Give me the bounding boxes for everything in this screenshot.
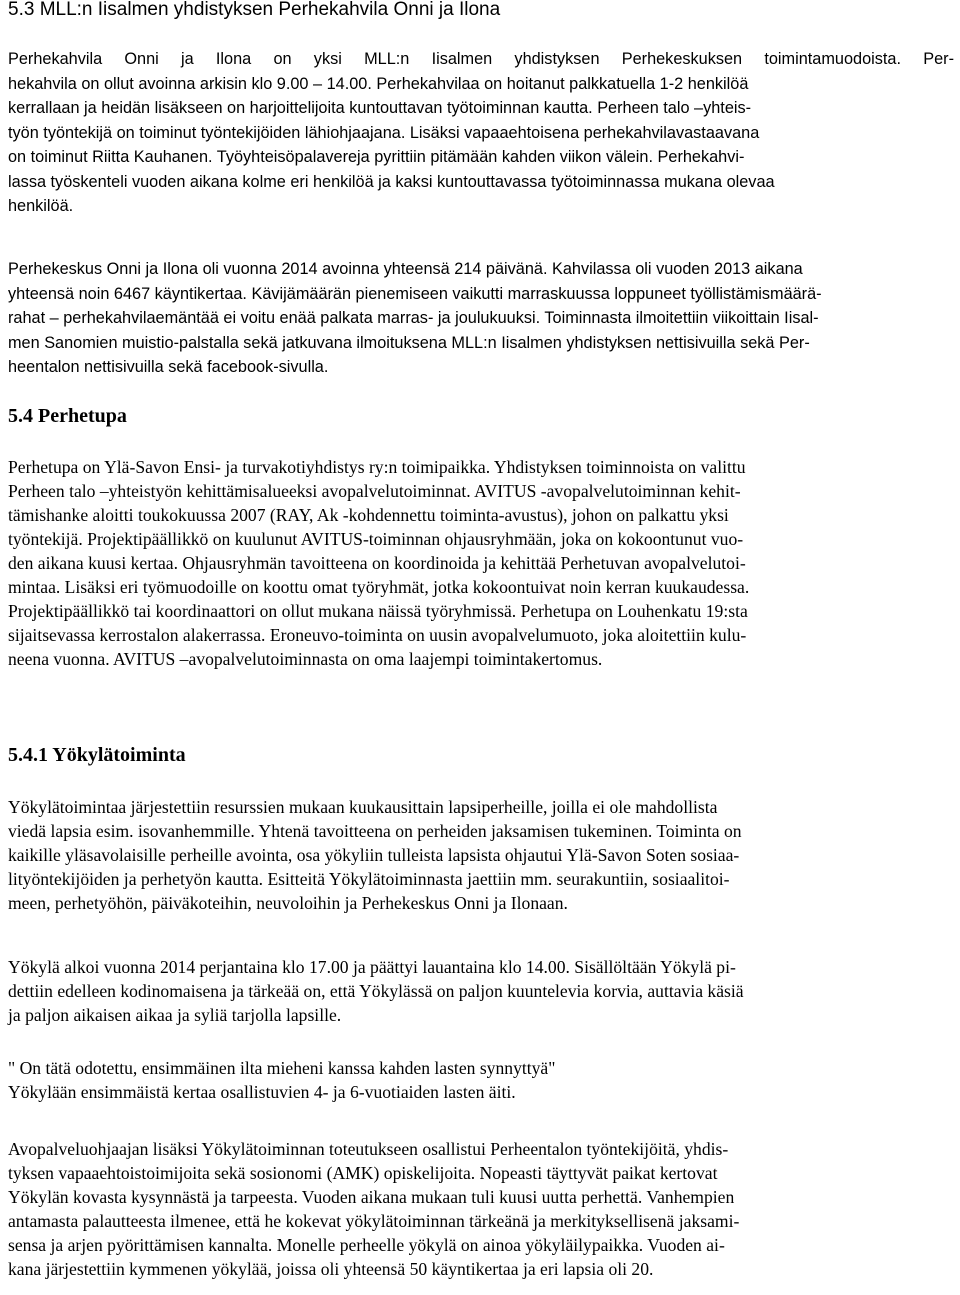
text-line: den aikana kuusi kertaa. Ohjausryhmän tavoitteena on koordinoida ja kehittää Perhetuvan avopalvelutoi- (8, 553, 746, 573)
text-line: Yökylä alkoi vuonna 2014 perjantaina klo 17.00 ja päättyi lauantaina klo 14.00. Sisällöltään Yökylä pi- (8, 957, 736, 977)
text-line: Avopalveluohjaajan lisäksi Yökylätoiminnan toteutukseen osallistui Perheentalon työntekijöitä, yhdis- (8, 1139, 729, 1159)
text-line: mintaa. Lisäksi eri työmuodoille on koottu omat työryhmät, jotka kokoontuivat noin kerran kuukaudessa. (8, 577, 750, 597)
text-line: henkilöä. (8, 197, 74, 215)
text-line: lassa työskenteli vuoden aikana kolme eri henkilöä ja kaksi kuntouttavassa työtoiminnassa mukana olevaa (8, 172, 775, 191)
text-line: Yökylätoimintaa järjestettiin resurssien mukaan kuukausittain lapsiperheille, joilla ei ole mahdollista (8, 797, 718, 817)
paragraph-quote (8, 1056, 954, 1104)
text-line: yhteensä noin 6467 käyntikertaa. Kävijämäärän pienemiseen vaikutti marraskuussa loppuneet työllistämismäärä- (8, 284, 822, 303)
text-line: lityöntekijöiden ja perhetyön kautta. Esitteitä Yökylätoiminnasta jaettiin mm. seurakuntiin, sosiaalitoi- (8, 869, 730, 889)
text-line: kaikille yläsavolaisille perheille avointa, osa yökyliin tulleista lapsista ohjautui Ylä-Savon Soten sosiaa- (8, 845, 740, 865)
text-line: työntekijä. Projektipäällikkö on kuulunut AVITUS-toiminnan ohjausryhmään, joka on kokoontunut vuo- (8, 529, 744, 549)
paragraph-yokyla-staff (8, 1137, 954, 1281)
section-heading-5-3: 5.3 MLL:n Iisalmen yhdistyksen Perhekahvila Onni ja Ilona (8, 0, 501, 20)
text-line: rahat – perhekahvilaemäntää ei voitu enää palkata marras- ja joulukuuksi. Toiminnasta ilmoitettiin viikoittain Iisal- (8, 309, 819, 327)
text-line: sensa ja arjen pyörittämisen kannalta. Monelle perheelle yökylä on ainoa yökyläilypaikka. Vuoden ai- (8, 1235, 725, 1255)
section-heading-5-4: 5.4 Perhetupa (8, 405, 127, 427)
text-line: neena vuonna. AVITUS –avopalvelutoiminnasta on oma laajempi toimintakertomus. (8, 649, 603, 669)
section-heading-5-4-1: 5.4.1 Yökylätoiminta (8, 744, 186, 766)
text-line: on toiminut Riitta Kauhanen. Työyhteisöpalavereja pyrittiin pitämään kahden viikon välein. Perhekahvi- (8, 148, 745, 166)
paragraph-yokyla-intro (8, 795, 954, 915)
text-line: Projektipäällikkö tai koordinaattori on ollut mukana näissä työryhmissä. Perhetupa on Louhenkatu 19:sta (8, 601, 748, 621)
text-line: Perhekahvila Onni ja Ilona on yksi MLL:n Iisalmen yhdistyksen Perhekeskuksen toimintamuodoista. Per- (8, 50, 954, 68)
text-line: men Sanomien muistio-palstalla sekä jatkuvana ilmoituksena MLL:n Iisalmen yhdistyksen nettisivuilla sekä Per- (8, 333, 810, 352)
text-line: tämishanke aloitti toukokuussa 2007 (RAY, Ak -kohdennettu toiminta-avustus), johon on palkattu yksi (8, 505, 729, 525)
text-line: antamasta palautteesta ilmenee, että he kokevat yökylätoiminnan tärkeänä ja merkityksellisenä jaksami- (8, 1211, 740, 1231)
quote-attribution: Yökylään ensimmäistä kertaa osallistuvien 4- ja 6-vuotiaiden lasten äiti. (8, 1082, 516, 1102)
paragraph-perhekeskus-stats (8, 257, 954, 380)
quote-line: " On tätä odotettu, ensimmäinen ilta mieheni kanssa kahden lasten synnyttyä" (8, 1058, 556, 1078)
text-line: sijaitsevassa kerrostalon alakerrassa. Eroneuvo-toiminta on uusin avopalvelumuoto, joka aloitettiin kulu- (8, 625, 747, 645)
text-line: kana järjestettiin kymmenen yökylää, joissa oli yhteensä 50 käyntikertaa ja eri lapsia oli 20. (8, 1259, 654, 1279)
text-line: hekahvila on ollut avoinna arkisin klo 9.00 – 14.00. Perhekahvilaa on hoitanut palkkatuella 1-2 henkilöä (8, 74, 749, 93)
paragraph-perhetupa (8, 455, 954, 671)
text-line: tyksen vapaaehtoistoimijoita sekä sosionomi (AMK) opiskelijoita. Nopeasti täyttyvät paikat kertovat (8, 1163, 718, 1183)
text-line: meen, perhetyöhön, päiväkoteihin, neuvoloihin ja Perhekeskus Onni ja Ilonaan. (8, 893, 568, 913)
text-line: Perhetupa on Ylä-Savon Ensi- ja turvakotiyhdistys ry:n toimipaikka. Yhdistyksen toiminnoista on valittu (8, 457, 746, 477)
text-line: heentalon nettisivuilla sekä facebook-sivulla. (8, 358, 329, 376)
text-line: dettiin edelleen kodinomaisena ja tärkeää on, että Yökylässä on paljon kuuntelevia korvia, auttavia käsiä (8, 981, 744, 1001)
text-line: kerrallaan ja heidän lisäkseen on harjoittelijoita kuntouttavan työtoiminnan kautta. Perheen talo –yhteis- (8, 99, 752, 117)
text-line: Perheen talo –yhteistyön kehittämisalueeksi avopalvelutoiminnat. AVITUS -avopalvelutoiminnan kehit- (8, 481, 741, 501)
text-line: Perhekeskus Onni ja Ilona oli vuonna 2014 avoinna yhteensä 214 päivänä. Kahvilassa oli vuoden 2013 aikana (8, 260, 803, 278)
text-line: työn työntekijä on toiminut työntekijöiden lähiohjaajana. Lisäksi vapaaehtoisena perhekahvilavastaavana (8, 123, 760, 142)
paragraph-perhekahvila-intro (8, 47, 954, 219)
paragraph-yokyla-schedule (8, 955, 954, 1027)
text-line: ja paljon aikaisen aikaa ja syliä tarjolla lapsille. (8, 1005, 342, 1025)
text-line: viedä lapsia esim. isovanhemmille. Yhtenä tavoitteena on perheiden jaksamisen tukeminen. Toiminta on (8, 821, 742, 841)
text-line: Yökylän kovasta kysynnästä ja tarpeesta. Vuoden aikana mukaan tuli kuusi uutta perhettä. Vanhempien (8, 1187, 735, 1207)
